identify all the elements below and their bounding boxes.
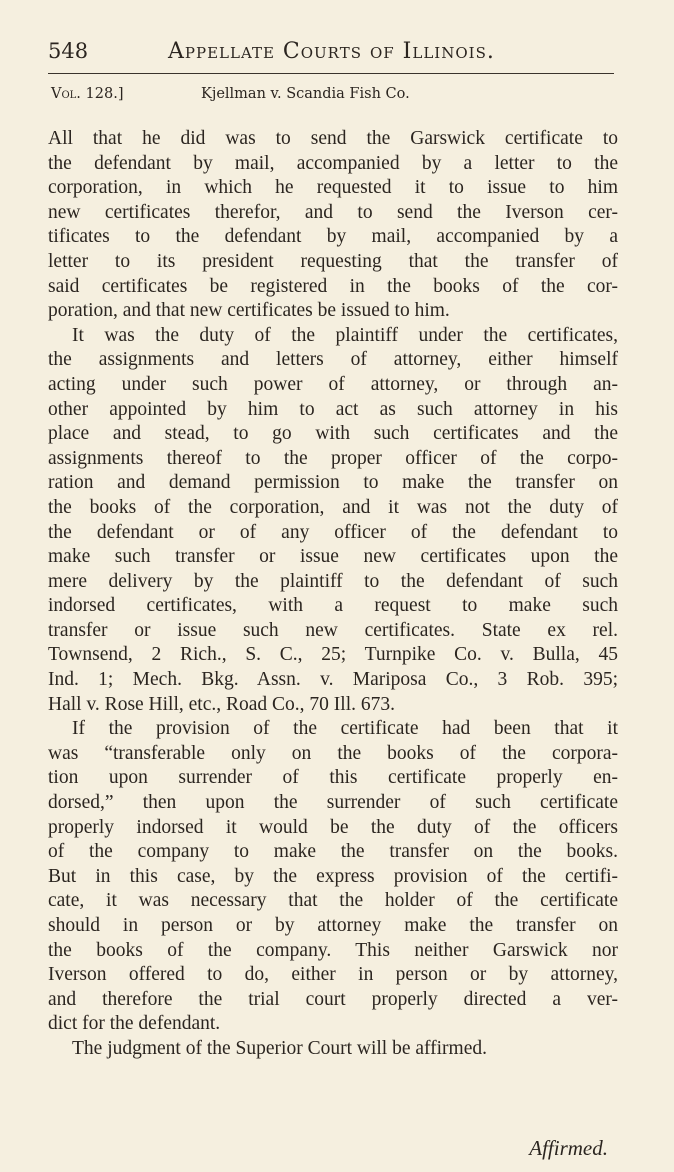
text-line: corporation, in which he requested it to issue to him xyxy=(48,177,618,199)
text-line: tificates to the defendant by mail, accompanied by a xyxy=(48,226,618,248)
text-line: dict for the defendant. xyxy=(48,1013,221,1035)
volume-label: Vol. 128.] xyxy=(51,86,124,102)
text-line: indorsed certificates, with a request to make such xyxy=(48,595,618,617)
text-line: tion upon surrender of this certificate properly en- xyxy=(48,767,618,789)
text-line: of the company to make the transfer on the books. xyxy=(48,841,618,863)
text-line: Hall v. Rose Hill, etc., Road Co., 70 Ill. 673. xyxy=(48,693,395,715)
text-line: should in person or by attorney make the transfer on xyxy=(48,915,618,936)
text-line: place and stead, to go with such certificates and the xyxy=(48,423,618,445)
text-line: the books of the company. This neither Garswick nor xyxy=(48,939,618,961)
text-line: mere delivery by the plaintiff to the defendant of such xyxy=(48,570,618,592)
text-line: But in this case, by the express provision of the certifi- xyxy=(48,865,618,887)
case-name: Kjellman v. Scandia Fish Co. xyxy=(201,86,410,102)
opinion-text xyxy=(48,127,618,1062)
text-line: new certificates therefor, and to send the Iverson cer- xyxy=(48,201,618,223)
text-line: The judgment of the Superior Court will be affirmed. xyxy=(72,1037,488,1059)
text-line: assignments thereof to the proper officer of the corpo- xyxy=(48,447,618,469)
text-line: properly indorsed it would be the duty of the officers xyxy=(48,816,618,838)
text-line: was “transferable only on the books of the corpora- xyxy=(48,742,618,764)
text-line: the assignments and letters of attorney, either himself xyxy=(48,349,618,371)
page-number: 548 xyxy=(48,39,89,63)
text-line: the books of the corporation, and it was not the duty of xyxy=(48,496,618,518)
text-line: Townsend, 2 Rich., S. C., 25; Turnpike Co. v. Bulla, 45 xyxy=(48,644,618,666)
running-head xyxy=(48,36,618,67)
text-line: the defendant by mail, accompanied by a letter to the xyxy=(48,152,618,174)
text-line: transfer or issue such new certificates. State ex rel. xyxy=(48,619,618,641)
text-line: ration and demand permission to make the transfer on xyxy=(48,472,618,494)
case-subhead xyxy=(51,84,611,104)
text-line: If the provision of the certificate had been that it xyxy=(72,718,618,740)
text-line: make such transfer or issue new certificates upon the xyxy=(48,546,618,568)
text-line: and therefore the trial court properly directed a ver- xyxy=(48,988,618,1010)
text-line: All that he did was to send the Garswick certificate to xyxy=(48,128,618,149)
page-title: Appellate Courts of Illinois. xyxy=(168,39,495,64)
text-line: said certificates be registered in the books of the cor- xyxy=(48,275,618,297)
text-line: poration, and that new certificates be issued to him. xyxy=(48,300,450,322)
header-rule xyxy=(48,73,614,74)
text-line: Iverson offered to do, either in person or by attorney, xyxy=(48,964,618,986)
text-line: It was the duty of the plaintiff under the certificates, xyxy=(72,324,618,346)
text-line: Ind. 1; Mech. Bkg. Assn. v. Mariposa Co., 3 Rob. 395; xyxy=(48,669,618,691)
text-line: dorsed,” then upon the surrender of such certificate xyxy=(48,792,618,814)
text-line: cate, it was necessary that the holder of the certificate xyxy=(48,890,618,912)
text-line: the defendant or of any officer of the defendant to xyxy=(48,521,618,543)
text-line: other appointed by him to act as such attorney in his xyxy=(48,398,618,420)
text-line: acting under such power of attorney, or through an- xyxy=(48,373,618,395)
affirmed-disposition: Affirmed. xyxy=(529,1136,608,1160)
text-line: letter to its president requesting that the transfer of xyxy=(48,250,618,272)
